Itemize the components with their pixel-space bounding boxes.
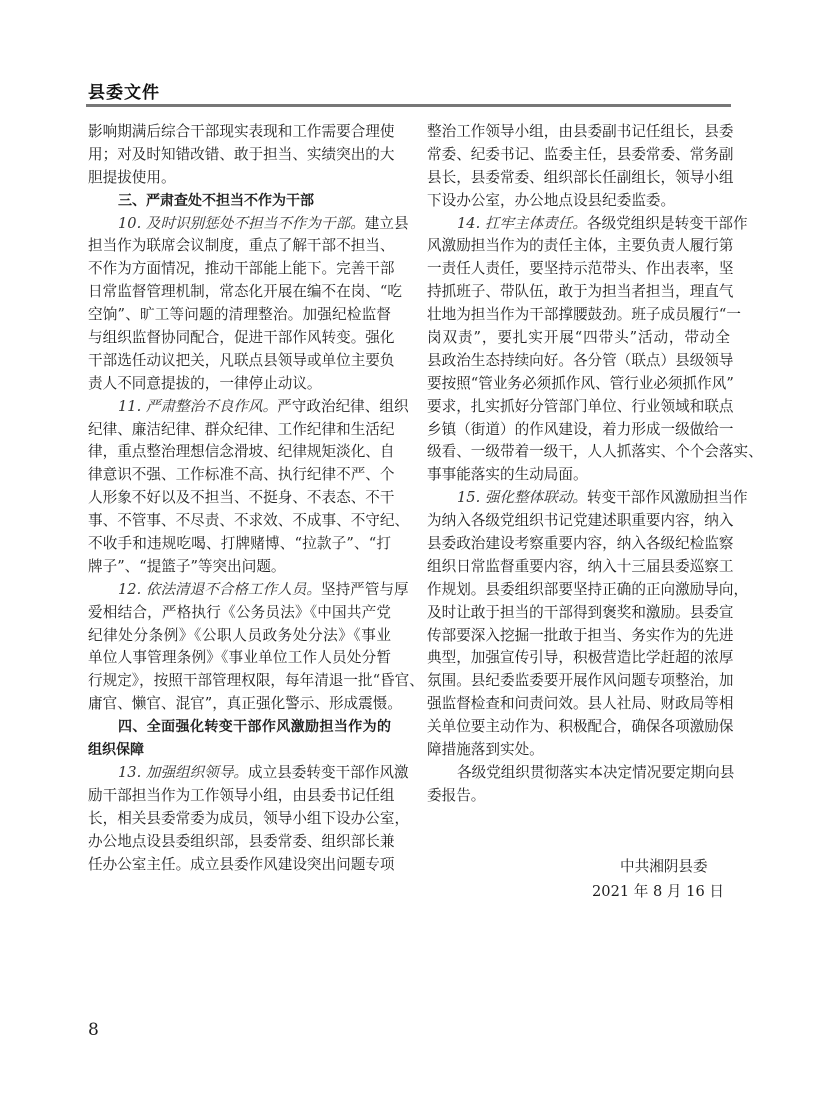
section-heading [88,190,391,213]
line-text: 壮地为担当作为干部撑腰鼓劲。班子成员履行“一 [427,306,741,324]
left-column [88,121,424,876]
text-line [88,258,395,281]
text-line [427,396,734,419]
page-number: 8 [88,1020,99,1040]
line-text: 要按照“管业务必须抓作风、管行业必须抓作风” [427,374,734,392]
text-line [88,304,391,327]
line-text: 爱相结合，严格执行《公务员法》《中国共产党 [88,603,391,621]
item-title: 11. 严肃整治不良作风。 [118,397,278,415]
item-title: 13. 加强组织领导。 [118,763,249,781]
text-line [427,121,734,144]
line-text: 影响期满后综合干部现实表现和工作需要合理使 [88,123,395,140]
line-text: 坚持严管与厚 [320,580,409,598]
line-text: 用；对及时知错改错、敢于担当、实绩突出的大 [88,145,395,163]
numbered-item [427,487,749,762]
line-text: 律意识不强、工作标准不高、执行纪律不严、个 [88,466,395,484]
line-text: 县政治生态持续向好。各分管（联点）县级领导 [427,351,734,369]
line-text: 担当作为联席会议制度，重点了解干部不担当、 [88,237,395,255]
line-text: 为纳入各级党组织书记党建述职重要内容，纳入 [427,512,734,530]
line-text: 风激励担当作为的责任主体，主要负责人履行第 [427,237,734,255]
text-line [427,739,730,762]
text-line [88,487,395,510]
line-text: 庸官、懒官、混官”，真正强化警示、形成震慑。 [88,695,402,713]
text-line [88,213,409,236]
item-title: 10. 及时识别惩处不担当不作为干部。 [118,214,365,232]
item-title: 14. 扛牢主体责任。 [457,214,588,232]
line-text: 长，相关县委常委为成员，领导小组下设办公室， [88,809,410,827]
line-text: 下设办公室，办公地点设县纪委监委。 [427,191,676,209]
text-line [88,602,391,625]
line-text: 持抓班子、带队伍，敢于为担当者担当，理直气 [427,283,734,301]
text-line [427,647,734,670]
section-heading [88,716,391,762]
line-text: 整治工作领导小组，由县委副书记任组长，县委 [427,123,734,140]
line-text: 委报告。 [427,786,486,804]
text-line [88,854,395,877]
line-text: 各级党组织是转变干部作 [587,214,748,232]
line-text: 组织保障 [88,742,144,759]
line-text: 传部要深入挖掘一批敢于担当、务实作为的先进 [427,626,734,644]
line-text: 四、全面强化转变干部作风激励担当作为的 [118,719,391,736]
text-line [427,441,763,464]
line-text: 不作为方面情况，推动干部能上能下。完善干部 [88,260,395,278]
line-text: 岗双责”，要扎实开展“四带头”活动，带动全 [427,329,730,347]
text-line [88,121,395,144]
text-line [88,144,395,167]
numbered-item [88,213,409,396]
text-line [88,396,409,419]
line-text: 空饷”、旷工等问题的清理整治。加强纪检监督 [88,306,391,324]
text-line [88,556,391,579]
numbered-item [88,396,410,579]
text-line [88,419,395,442]
text-line [427,235,734,258]
line-text: 障措施落到实处。 [427,741,544,759]
text-line [427,144,734,167]
line-text: 严守政治纪律、组织 [277,397,409,415]
text-line [427,556,734,579]
numbered-item [88,579,424,716]
paragraph [427,762,735,808]
line-text: 胆提拔使用。 [88,168,176,186]
running-header-title: 县委文件 [88,83,160,103]
line-text: 各级党组织贯彻落实本决定情况要定期向县 [457,763,735,781]
text-line [427,602,734,625]
text-line [427,419,734,442]
text-line [88,808,410,831]
text-line [427,533,734,556]
line-text: 要求，扎实抓好分管部门单位、行业领域和联点 [427,397,734,415]
right-column [427,121,763,808]
text-line [427,510,734,533]
line-text: 常委、纪委书记、监委主任，县委常委、常务副 [427,145,734,163]
line-text: 不收手和违规吃喝、打牌赌博、“拉款子”、“打 [88,535,391,553]
text-line [427,258,734,281]
text-line [88,281,402,304]
text-line [427,716,734,739]
text-line [427,464,730,487]
text-line [88,785,395,808]
line-text: 牌子”、“提篮子”等突出问题。 [88,557,286,575]
text-line [427,785,730,808]
text-line [88,327,395,350]
text-line [88,350,395,373]
text-line [88,579,409,602]
text-line [88,510,410,533]
line-text: 人形象不好以及不担当、不挺身、不表态、不干 [88,489,395,507]
line-text: 成立县委转变干部作风激 [248,763,409,781]
line-text: 县委政治建设考察重要内容，纳入各级纪检监察 [427,535,734,553]
item-title: 12. 依法清退不合格工作人员。 [118,580,321,598]
line-text: 律，重点整治理想信念滑坡、纪律规矩淡化、自 [88,443,395,461]
text-line [427,167,734,190]
text-line [88,739,391,762]
line-text: 典型，加强宣传引导，积极营造比学赶超的浓厚 [427,649,734,667]
numbered-item [427,213,763,488]
text-line [427,281,734,304]
line-text: 任办公室主任。成立县委作风建设突出问题专项 [88,855,395,873]
text-line [88,831,395,854]
text-line [427,693,734,716]
line-text: 行规定》，按照干部管理权限，每年清退一批“昏官、 [88,672,424,690]
line-text: 组织日常监督重要内容，纳入十三届县委巡察工 [427,557,734,575]
line-text: 日常监督管理机制，常态化开展在编不在岗、“吃 [88,283,402,301]
paragraph [88,121,395,190]
text-line [88,693,402,716]
line-text: 作规划。县委组织部要坚持正确的正向激励导向， [427,580,749,598]
line-text: 办公地点设县委组织部，县委常委、组织部长兼 [88,832,395,850]
line-text: 与组织监督协同配合，促进干部作风转变。强化 [88,329,395,347]
text-line [88,533,391,556]
text-line [88,235,395,258]
text-line [427,625,734,648]
text-line [88,373,391,396]
text-line [88,716,391,739]
numbered-item [88,762,410,876]
line-text: 单位人事管理条例》《事业单位工作人员处分暂 [88,649,391,667]
header-divider [86,104,731,107]
line-text: 事、不管事、不尽责、不求效、不成事、不守纪、 [88,512,410,530]
text-line [427,670,734,693]
line-text: 氛围。县纪委监委要开展作风问题专项整治，加 [427,672,734,690]
line-text: 强监督检查和问责问效。县人社局、财政局等相 [427,695,734,713]
text-line [88,647,391,670]
signature-date: 2021 年 8 月 16 日 [592,883,724,900]
text-line [88,190,391,213]
text-line [427,304,741,327]
line-text: 一责任人责任，要坚持示范带头、作出表率，坚 [427,260,734,278]
text-line [427,579,749,602]
line-text: 励干部担当作为工作领导小组，由县委书记任组 [88,786,395,804]
text-line [88,464,395,487]
text-line [88,441,395,464]
text-line [427,487,748,510]
text-line [427,327,730,350]
line-text: 事事能落实的生动局面。 [427,466,588,484]
line-text: 及时让敢于担当的干部得到褒奖和激励。县委宣 [427,603,734,621]
signature-organization: 中共湘阴县委 [620,858,708,875]
text-line [88,670,424,693]
text-line [88,625,391,648]
line-text: 县长，县委常委、组织部长任副组长，领导小组 [427,168,734,186]
line-text: 关单位要主动作为、积极配合，确保各项激励保 [427,718,734,736]
line-text: 纪律处分条例》《公职人员政务处分法》《事业 [88,626,391,644]
paragraph [427,121,734,213]
line-text: 责人不同意提拔的，一律停止动议。 [88,374,322,392]
line-text: 三、严肃查处不担当不作为干部 [118,192,314,209]
text-line [88,762,409,785]
line-text: 纪律、廉洁纪律、群众纪律、工作纪律和生活纪 [88,420,395,438]
line-text: 建立县 [364,214,409,232]
text-line [427,213,748,236]
line-text: 乡镇（街道）的作风建设，着力形成一级做给一 [427,420,734,438]
text-line [427,373,734,396]
item-title: 15. 强化整体联动。 [457,489,588,507]
text-line [88,167,391,190]
text-line [427,190,730,213]
text-line [427,762,735,785]
line-text: 干部选任动议把关，凡联点县领导或单位主要负 [88,351,395,369]
text-line [427,350,734,373]
line-text: 转变干部作风激励担当作 [587,489,748,507]
line-text: 级看、一级带着一级干，人人抓落实、个个会落实、 [427,443,763,461]
